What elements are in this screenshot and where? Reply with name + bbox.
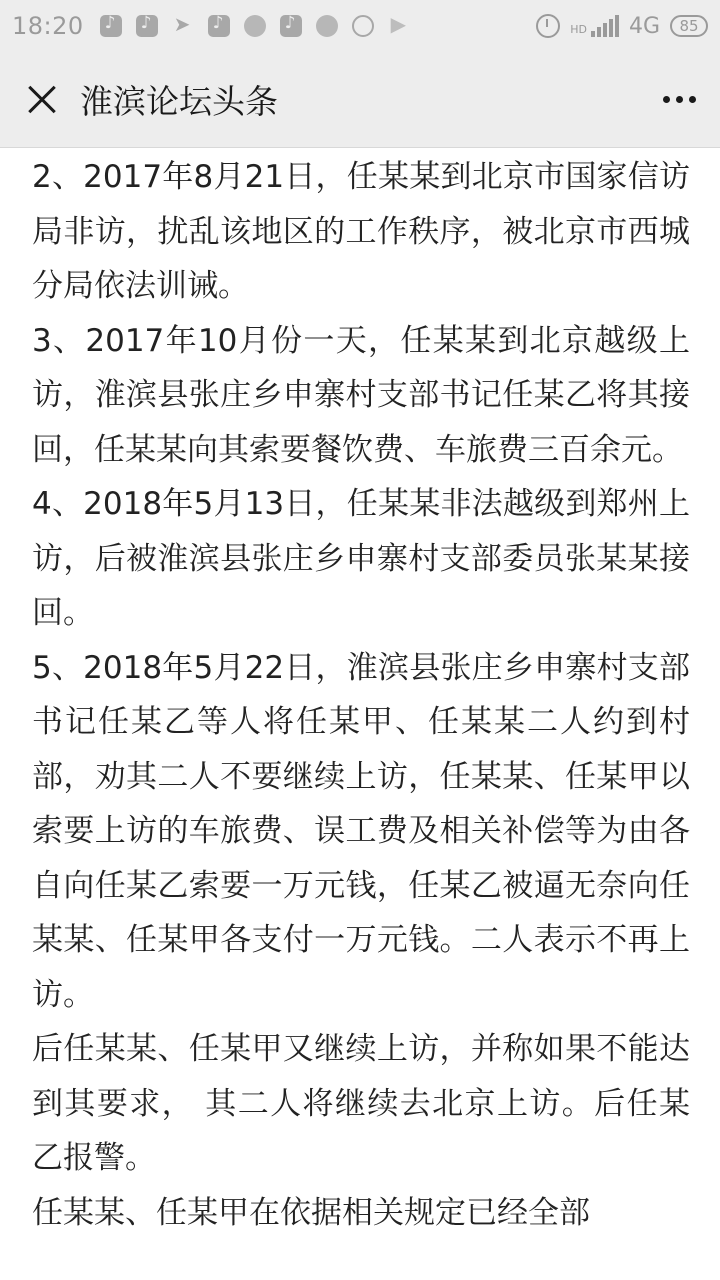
article-paragraph: 5、2018年5月22日，淮滨县张庄乡申寨村支部书记任某乙等人将任某甲、任某某二人约到村部，劝其二人不要继续上访，任某某、任某甲以索要上访的车旅费、误工费及相关补偿等为由各自向任某乙索要一万元钱，任某乙被逼无奈向任某某、任某甲各支付一万元钱。二人表示不再上访。 bbox=[32, 649, 690, 1013]
plane-icon bbox=[172, 15, 194, 37]
page-title: 淮滨论坛头条 bbox=[80, 82, 278, 121]
signal-icon bbox=[591, 15, 619, 37]
article-body bbox=[0, 148, 720, 1280]
article-paragraph: 2、2017年8月21日，任某某到北京市国家信访局非访，扰乱该地区的工作秩序，被北京市西城分局依法训诫。 bbox=[32, 159, 690, 304]
article-paragraph: 后任某某、任某甲又继续上访，并称如果不能达到其要求， 其二人将继续去北京上访。后任某乙报警。 bbox=[32, 1031, 690, 1176]
close-icon[interactable] bbox=[20, 78, 64, 122]
tiktok-icon bbox=[136, 15, 158, 37]
message-icon bbox=[352, 15, 374, 37]
more-icon[interactable] bbox=[659, 86, 700, 113]
status-bar bbox=[0, 0, 720, 52]
nav-bar bbox=[0, 52, 720, 148]
hd-label: HD bbox=[570, 22, 587, 36]
alarm-icon bbox=[536, 14, 560, 38]
article-paragraph: 3、2017年10月份一天，任某某到北京越级上访，淮滨县张庄乡申寨村支部书记任某乙将其接回，任某某向其索要餐饮费、车旅费三百余元。 bbox=[32, 322, 690, 468]
bubble-icon bbox=[316, 15, 338, 37]
battery-icon: 85 bbox=[670, 15, 708, 37]
network-label: 4G bbox=[628, 13, 660, 39]
tiktok-icon bbox=[280, 15, 302, 37]
notification-icons bbox=[100, 15, 410, 37]
bubble-icon bbox=[244, 15, 266, 37]
article-paragraph: 任某某、任某甲在依据相关规定已经全部 bbox=[32, 1194, 590, 1231]
tiktok-icon bbox=[100, 15, 122, 37]
status-time: 18:20 bbox=[12, 12, 84, 40]
play-icon bbox=[388, 15, 410, 37]
status-right bbox=[536, 14, 708, 39]
article-paragraph: 4、2018年5月13日，任某某非法越级到郑州上访，后被淮滨县张庄乡申寨村支部委员张某某接回。 bbox=[32, 486, 690, 631]
tiktok-icon bbox=[208, 15, 230, 37]
